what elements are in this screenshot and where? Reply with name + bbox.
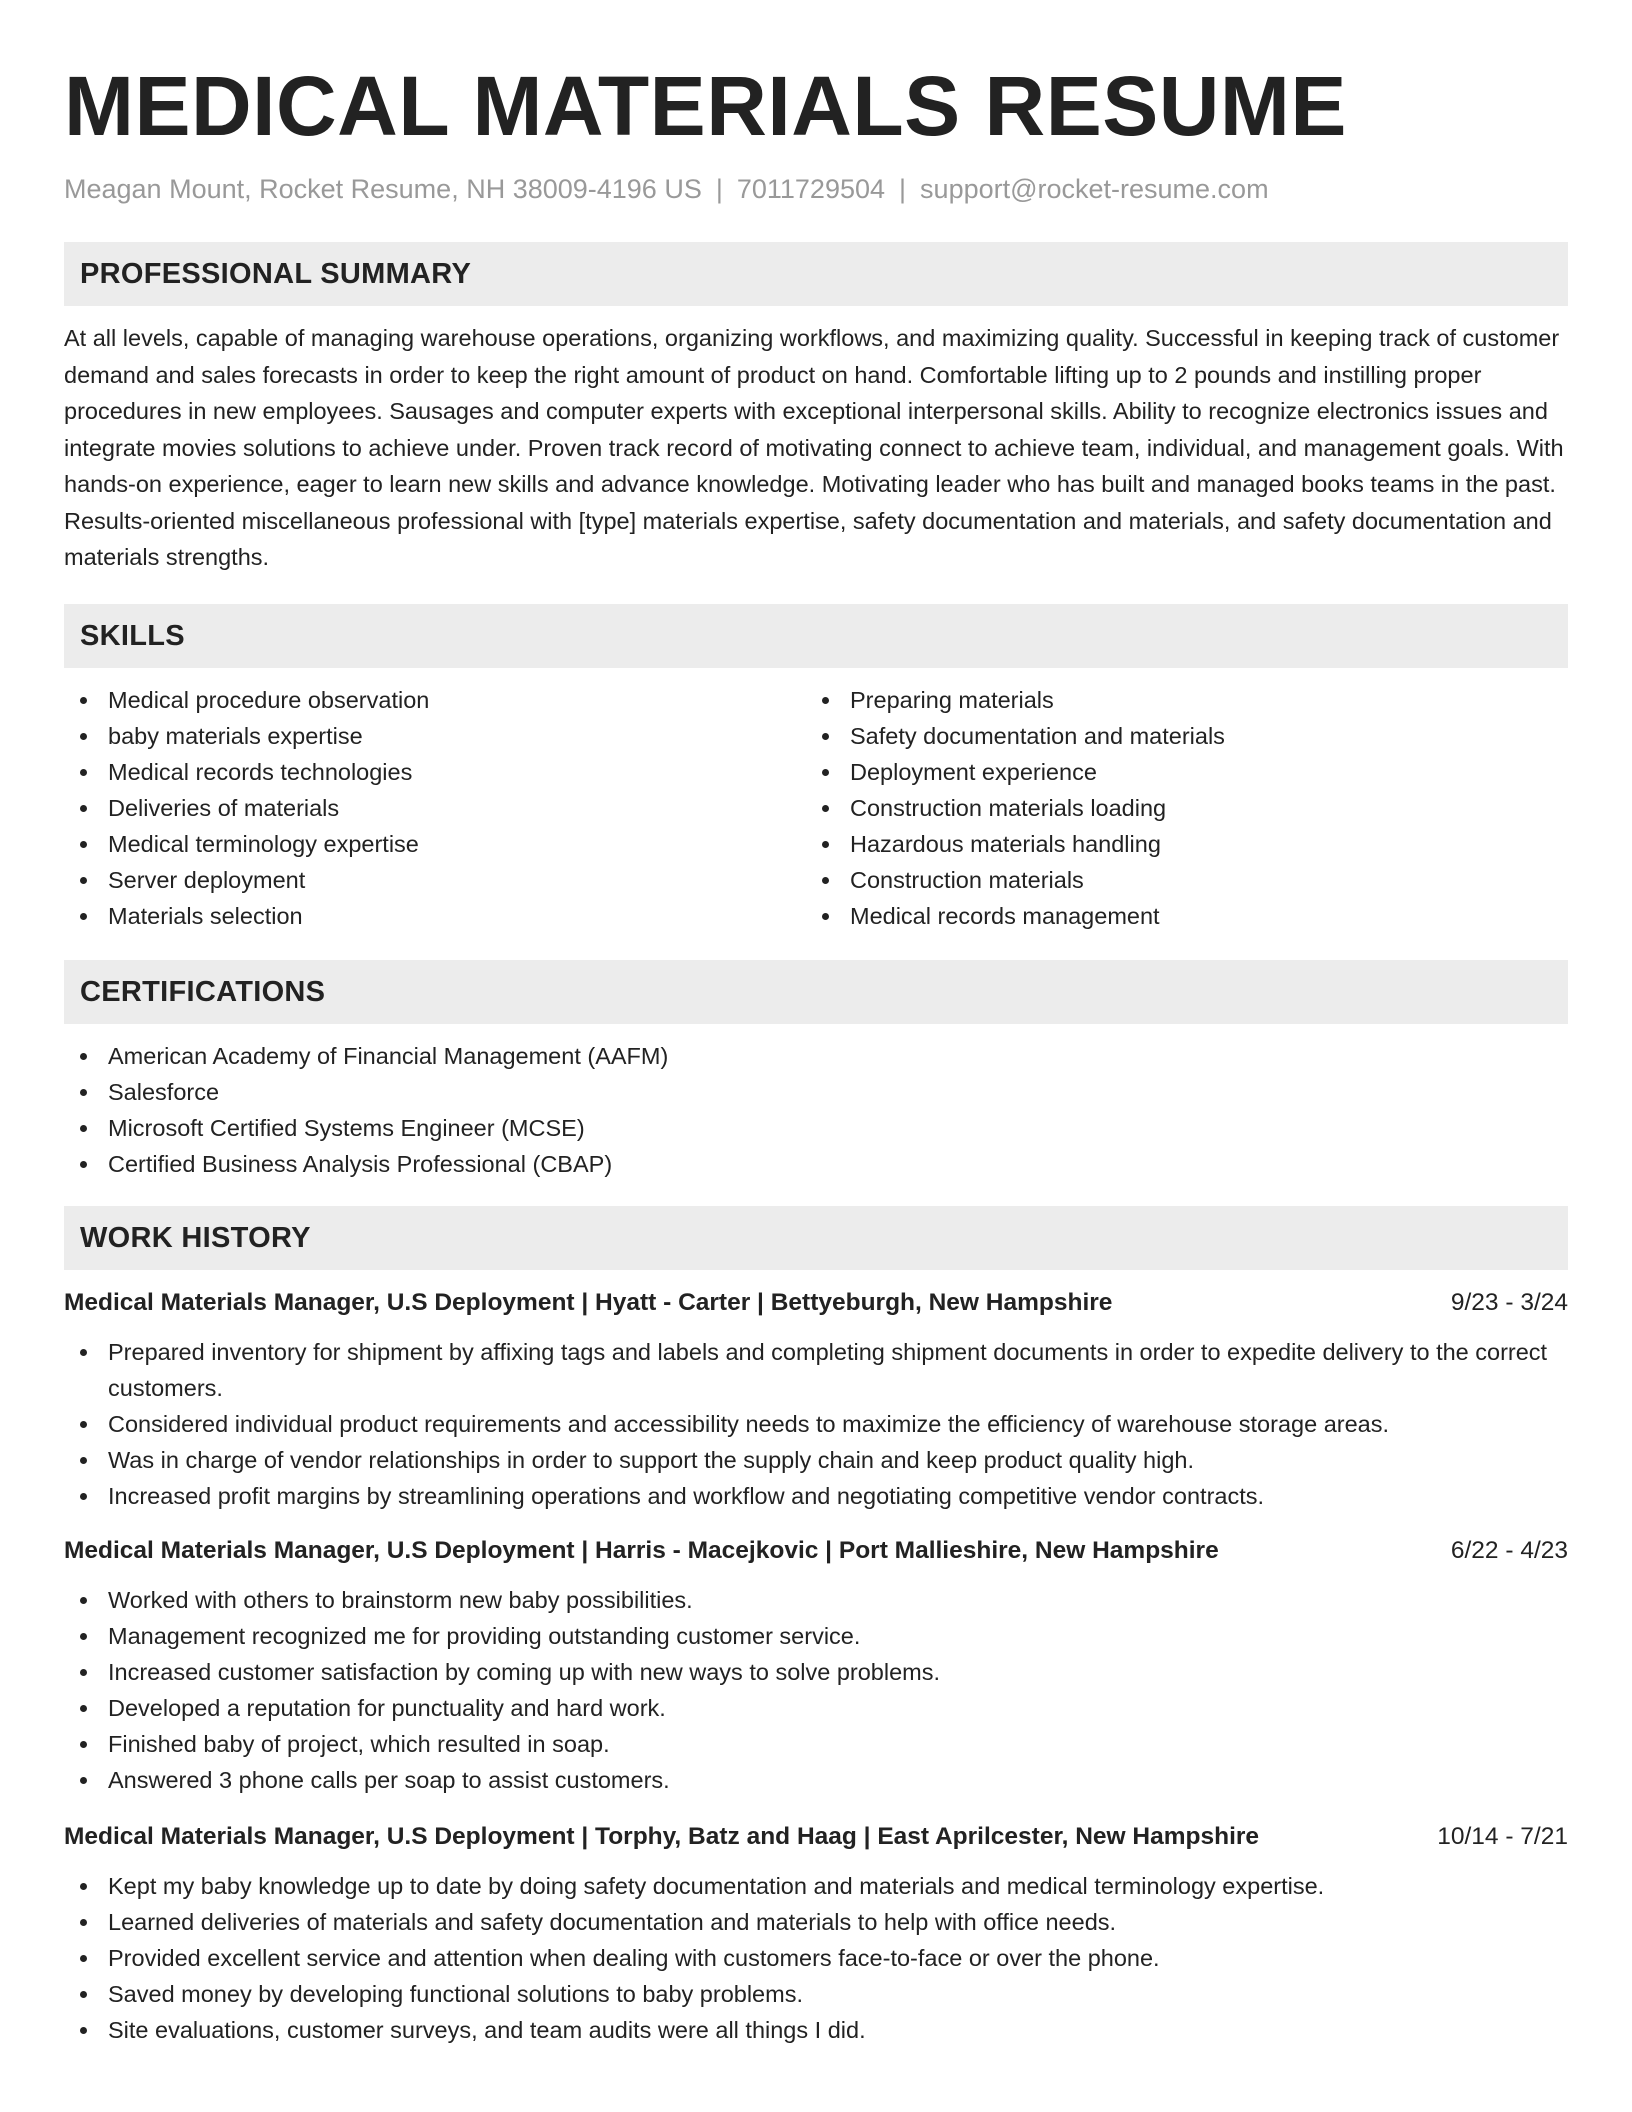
job-bullets <box>64 1334 1568 1514</box>
certification-item: American Academy of Financial Management (AAFM) <box>64 1038 1568 1074</box>
summary-text: At all levels, capable of managing warehouse operations, organizing workflows, and maximizing quality. Successful in keeping track of customer demand and sales forecasts in order to keep the right amount of product on hand. Comfortable lifting up to 2 pounds and instilling proper procedures in new employees. Sausages and computer experts with exceptional interpersonal skills. Ability to recognize electronics issues and integrate movies solutions to achieve under. Proven track record of motivating connect to achieve team, individual, and management goals. With hands-on experience, eager to learn new skills and advance knowledge. Motivating leader who has built and managed books teams in the past. Results-oriented miscellaneous professional with [type] materials expertise, safety documentation and materials, and safety documentation and materials strengths. <box>64 325 1564 570</box>
contact-address: Meagan Mount, Rocket Resume, NH 38009-4196 US <box>64 174 702 204</box>
contact-phone: 7011729504 <box>736 174 886 204</box>
job-entry <box>64 1286 1568 1514</box>
job-bullet: Worked with others to brainstorm new baby possibilities. <box>64 1582 1568 1618</box>
job-header <box>64 1534 1568 1568</box>
job-bullet: Considered individual product requirements and accessibility needs to maximize the efficiency of warehouse storage areas. <box>64 1406 1568 1442</box>
job-bullet: Prepared inventory for shipment by affixing tags and labels and completing shipment documents in order to expedite delivery to the correct customers. <box>64 1334 1568 1406</box>
contact-separator: | <box>715 174 723 204</box>
job-bullet: Was in charge of vendor relationships in order to support the supply chain and keep product quality high. <box>64 1442 1568 1478</box>
certification-item: Microsoft Certified Systems Engineer (MCSE) <box>64 1110 1568 1146</box>
job-dates: 6/22 - 4/23 <box>1450 1536 1568 1564</box>
skills-heading: SKILLS <box>64 604 1568 668</box>
skill-item: Preparing materials <box>806 682 1548 718</box>
job-bullet: Increased customer satisfaction by coming up with new ways to solve problems. <box>64 1654 1568 1690</box>
skill-item: Deliveries of materials <box>64 790 806 826</box>
job-header <box>64 1820 1568 1854</box>
job-bullet: Saved money by developing functional solutions to baby problems. <box>64 1976 1568 2012</box>
work-history-heading: WORK HISTORY <box>64 1206 1568 1270</box>
job-bullet: Site evaluations, customer surveys, and team audits were all things I did. <box>64 2012 1568 2048</box>
skill-item: Construction materials loading <box>806 790 1548 826</box>
skills-list-right <box>806 682 1548 934</box>
job-header <box>64 1286 1568 1320</box>
job-dates: 9/23 - 3/24 <box>1450 1288 1568 1316</box>
skills-list-left <box>64 682 806 934</box>
job-bullet: Increased profit margins by streamlining operations and workflow and negotiating competitive vendor contracts. <box>64 1478 1568 1514</box>
job-bullet: Kept my baby knowledge up to date by doing safety documentation and materials and medical terminology expertise. <box>64 1868 1568 1904</box>
resume-title: MEDICAL MATERIALS RESUME <box>64 59 1347 153</box>
certifications-heading: CERTIFICATIONS <box>64 960 1568 1024</box>
skills-columns <box>64 682 1568 934</box>
job-title: Medical Materials Manager, U.S Deployment | Torphy, Batz and Haag | East Aprilcester, New Hampshire <box>64 1822 1260 1850</box>
job-entry <box>64 1534 1568 1798</box>
job-bullets <box>64 1868 1568 2048</box>
summary-heading: PROFESSIONAL SUMMARY <box>64 242 1568 306</box>
skill-item: Materials selection <box>64 898 806 934</box>
skill-item: Medical records management <box>806 898 1548 934</box>
job-bullets <box>64 1582 1568 1798</box>
job-entry <box>64 1820 1568 2048</box>
certification-item: Certified Business Analysis Professional (CBAP) <box>64 1146 1568 1182</box>
skill-item: Medical records technologies <box>64 754 806 790</box>
skill-item: Server deployment <box>64 862 806 898</box>
contact-separator: | <box>899 174 907 204</box>
contact-email: support@rocket-resume.com <box>920 174 1269 204</box>
skill-item: Construction materials <box>806 862 1548 898</box>
skill-item: Hazardous materials handling <box>806 826 1548 862</box>
job-bullet: Answered 3 phone calls per soap to assist customers. <box>64 1762 1568 1798</box>
contact-line <box>64 172 1568 206</box>
job-bullet: Developed a reputation for punctuality and hard work. <box>64 1690 1568 1726</box>
skill-item: Medical procedure observation <box>64 682 806 718</box>
job-bullet: Learned deliveries of materials and safety documentation and materials to help with office needs. <box>64 1904 1568 1940</box>
skill-item: Medical terminology expertise <box>64 826 806 862</box>
job-title: Medical Materials Manager, U.S Deployment | Harris - Macejkovic | Port Mallieshire, New Hampshire <box>64 1536 1219 1564</box>
job-dates: 10/14 - 7/21 <box>1437 1822 1568 1850</box>
certifications-list <box>64 1038 1568 1182</box>
resume-page <box>64 0 1568 2048</box>
skill-item: Safety documentation and materials <box>806 718 1548 754</box>
job-bullet: Provided excellent service and attention when dealing with customers face-to-face or over the phone. <box>64 1940 1568 1976</box>
certification-item: Salesforce <box>64 1074 1568 1110</box>
job-bullet: Management recognized me for providing outstanding customer service. <box>64 1618 1568 1654</box>
job-bullet: Finished baby of project, which resulted in soap. <box>64 1726 1568 1762</box>
skill-item: baby materials expertise <box>64 718 806 754</box>
skill-item: Deployment experience <box>806 754 1548 790</box>
job-title: Medical Materials Manager, U.S Deployment | Hyatt - Carter | Bettyeburgh, New Hampshire <box>64 1288 1113 1316</box>
